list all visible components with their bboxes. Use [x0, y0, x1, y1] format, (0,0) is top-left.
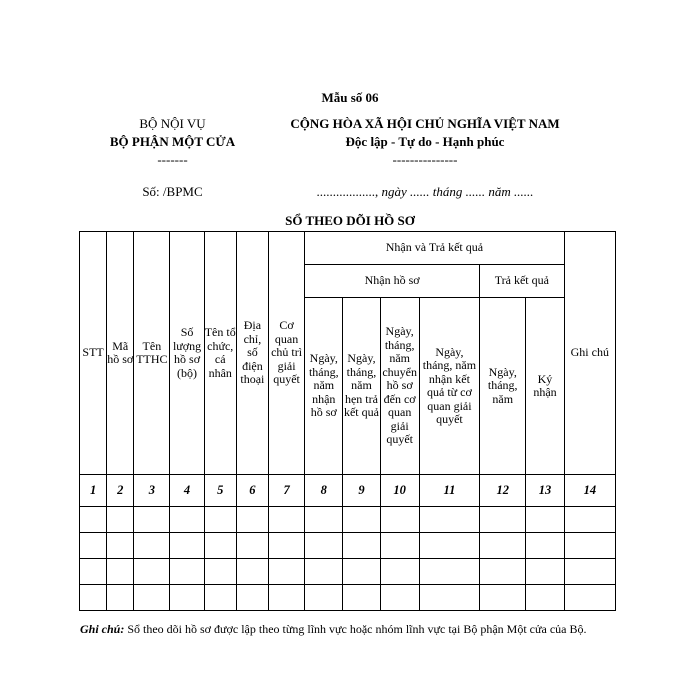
- table-cell[interactable]: [564, 507, 615, 533]
- national-motto: Độc lập - Tự do - Hạnh phúc: [345, 134, 505, 149]
- table-cell[interactable]: [80, 585, 107, 611]
- table-cell[interactable]: [564, 533, 615, 559]
- column-number: 2: [107, 475, 134, 507]
- table-cell[interactable]: [80, 559, 107, 585]
- table-cell[interactable]: [419, 533, 479, 559]
- table-cell[interactable]: [564, 559, 615, 585]
- department-name: BỘ PHẬN MỘT CỬA: [109, 134, 236, 149]
- table-cell[interactable]: [134, 507, 170, 533]
- table-cell[interactable]: [380, 507, 419, 533]
- col-header-transfer-date: Ngày, tháng, năm chuyển hồ sơ đến cơ quan giải quyết: [380, 298, 419, 475]
- column-number: 14: [564, 475, 615, 507]
- table-cell[interactable]: [419, 507, 479, 533]
- table-row: [80, 533, 616, 559]
- table-cell[interactable]: [526, 507, 564, 533]
- table-cell[interactable]: [380, 559, 419, 585]
- table-cell[interactable]: [107, 507, 134, 533]
- table-cell[interactable]: [343, 559, 380, 585]
- table-cell[interactable]: [134, 533, 170, 559]
- table-cell[interactable]: [343, 585, 380, 611]
- col-header-stt: STT: [80, 232, 107, 475]
- column-number: 1: [80, 475, 107, 507]
- table-cell[interactable]: [564, 585, 615, 611]
- table-cell[interactable]: [80, 507, 107, 533]
- column-number: 3: [134, 475, 170, 507]
- table-cell[interactable]: [170, 533, 204, 559]
- column-number-row: [80, 475, 616, 507]
- table-cell[interactable]: [343, 533, 380, 559]
- table-cell[interactable]: [419, 559, 479, 585]
- table-cell[interactable]: [80, 533, 107, 559]
- table-cell[interactable]: [480, 585, 526, 611]
- table-row: [80, 559, 616, 585]
- col-header-address: Địa chỉ, số điện thoại: [236, 232, 268, 475]
- date-line-date: ngày ...... tháng ...... năm ......: [381, 184, 534, 199]
- reference-number: Số: /BPMC: [142, 184, 203, 199]
- table-cell[interactable]: [134, 585, 170, 611]
- table-cell[interactable]: [419, 585, 479, 611]
- column-number: 8: [305, 475, 343, 507]
- table-cell[interactable]: [305, 533, 343, 559]
- column-number: 6: [236, 475, 268, 507]
- table-cell[interactable]: [480, 559, 526, 585]
- group-header-receive: Nhận hồ sơ: [305, 265, 480, 298]
- col-header-handling-agency: Cơ quan chủ trì giải quyết: [268, 232, 304, 475]
- form-number: Mẫu số 06: [321, 90, 379, 105]
- table-cell[interactable]: [343, 507, 380, 533]
- table-cell[interactable]: [305, 585, 343, 611]
- column-number: 5: [204, 475, 236, 507]
- col-header-appointment-date: Ngày, tháng, năm hẹn trả kết quả: [343, 298, 380, 475]
- agency-name: BỘ NỘI VỤ: [139, 116, 206, 131]
- col-header-result-received-date: Ngày, tháng, năm nhận kết quả từ cơ quan giải quyết: [419, 298, 479, 475]
- col-header-quantity: Số lượng hồ sơ (bộ): [170, 232, 204, 475]
- col-header-received-date: Ngày, tháng, năm nhận hồ sơ: [305, 298, 343, 475]
- table-cell[interactable]: [236, 533, 268, 559]
- footnote-label: Ghi chú:: [80, 622, 125, 636]
- table-cell[interactable]: [236, 507, 268, 533]
- table-cell[interactable]: [236, 585, 268, 611]
- col-header-procedure-name: Tên TTHC: [134, 232, 170, 475]
- table-cell[interactable]: [268, 559, 304, 585]
- document-title: SỔ THEO DÕI HỒ SƠ: [285, 213, 415, 228]
- footnote-text: Sổ theo dõi hồ sơ được lập theo từng lĩnh vực hoặc nhóm lĩnh vực tại Bộ phận Một cửa của Bộ.: [127, 622, 587, 636]
- table-cell[interactable]: [480, 533, 526, 559]
- table-cell[interactable]: [170, 507, 204, 533]
- table-cell[interactable]: [480, 507, 526, 533]
- table-cell[interactable]: [204, 559, 236, 585]
- table-cell[interactable]: [305, 507, 343, 533]
- table-cell[interactable]: [204, 585, 236, 611]
- col-header-record-code: Mã hồ sơ: [107, 232, 134, 475]
- table-cell[interactable]: [170, 559, 204, 585]
- table-row: [80, 585, 616, 611]
- table-cell[interactable]: [380, 533, 419, 559]
- column-number: 7: [268, 475, 304, 507]
- column-number: 4: [170, 475, 204, 507]
- col-header-applicant: Tên tổ chức, cá nhân: [204, 232, 236, 475]
- table-cell[interactable]: [268, 533, 304, 559]
- column-number: 9: [343, 475, 380, 507]
- col-header-notes: Ghi chú: [564, 232, 615, 475]
- group-header-return: Trả kết quả: [480, 265, 565, 298]
- table-cell[interactable]: [170, 585, 204, 611]
- table-cell[interactable]: [268, 585, 304, 611]
- ledger-body: [80, 507, 616, 611]
- table-row: [80, 507, 616, 533]
- column-number: 11: [419, 475, 479, 507]
- header-row-group: [80, 232, 616, 265]
- table-cell[interactable]: [107, 559, 134, 585]
- table-cell[interactable]: [107, 533, 134, 559]
- table-cell[interactable]: [305, 559, 343, 585]
- table-cell[interactable]: [107, 585, 134, 611]
- group-header-receive-return: Nhận và Trả kết quả: [305, 232, 564, 265]
- table-cell[interactable]: [526, 585, 564, 611]
- column-number: 12: [480, 475, 526, 507]
- table-cell[interactable]: [134, 559, 170, 585]
- left-divider: -------: [157, 152, 188, 167]
- col-header-return-date: Ngày, tháng, năm: [480, 298, 526, 475]
- table-cell[interactable]: [380, 585, 419, 611]
- table-cell[interactable]: [204, 533, 236, 559]
- right-divider: ---------------: [392, 152, 458, 167]
- date-line: [270, 183, 580, 200]
- table-cell[interactable]: [268, 507, 304, 533]
- date-line-place: ..................,: [316, 184, 379, 199]
- table-cell[interactable]: [526, 533, 564, 559]
- ledger-table: [79, 231, 616, 611]
- national-title: CỘNG HÒA XÃ HỘI CHỦ NGHĨA VIỆT NAM: [290, 116, 560, 131]
- footnote: [80, 620, 620, 639]
- column-number: 10: [380, 475, 419, 507]
- table-cell[interactable]: [236, 559, 268, 585]
- table-cell[interactable]: [526, 559, 564, 585]
- col-header-signature: Ký nhận: [526, 298, 564, 475]
- table-cell[interactable]: [204, 507, 236, 533]
- column-number: 13: [526, 475, 564, 507]
